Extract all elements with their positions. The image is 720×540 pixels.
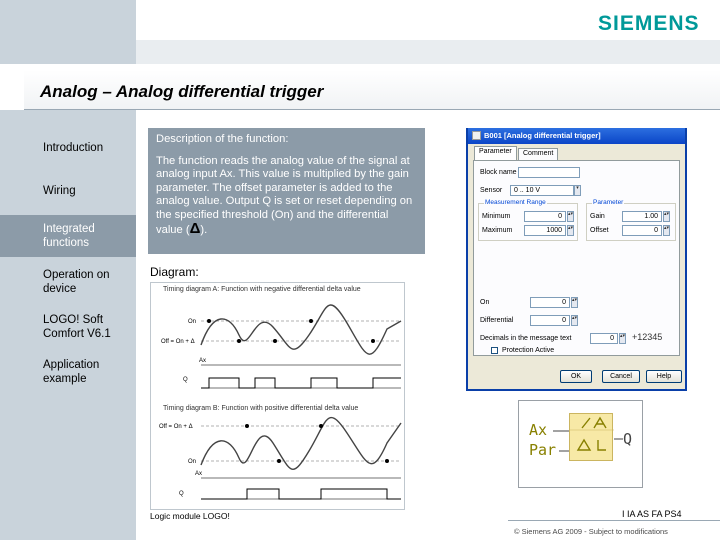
cancel-button[interactable]: Cancel	[602, 370, 640, 383]
differential-input[interactable]: 0	[530, 315, 570, 326]
description-heading: Description of the function:	[156, 133, 289, 145]
dialog-app-icon	[472, 131, 481, 140]
description-body: The function reads the analog value of the signal at analog input Ax. This value is multiplied by the gain parameter. The offset parameter is added to the analog value. Output Q is set or reset depending on the specified threshold (On) and the differential value (	[156, 154, 413, 236]
a-label-off: Off = On + Δ	[161, 339, 195, 345]
nav-item-logo-soft[interactable]: LOGO! Soft Comfort V6.1	[43, 314, 111, 340]
differential-label: Differential	[480, 317, 514, 324]
sensor-dropdown-arrow[interactable]: ▾	[574, 185, 581, 196]
footer-reference: I IA AS FA PS4	[622, 509, 682, 519]
on-label: On	[480, 299, 490, 306]
a-label-on: On	[188, 319, 197, 325]
tab-comment[interactable]: Comment	[518, 148, 558, 160]
gain-spinner[interactable]: ▴▾	[663, 211, 670, 222]
a-marker	[207, 319, 211, 323]
a-marker	[371, 339, 375, 343]
parameter-dialog	[466, 128, 687, 391]
timing-a-caption: Timing diagram A: Function with negative differential delta value	[163, 286, 361, 293]
b-marker	[319, 424, 323, 428]
page-title: Analog – Analog differential trigger	[40, 82, 324, 101]
b-label-on: On	[188, 459, 197, 465]
b-label-off: Off = On + Δ	[159, 424, 193, 430]
nav-item-application-example[interactable]: Application example	[43, 359, 100, 385]
maximum-spinner[interactable]: ▴▾	[567, 225, 574, 236]
dialog-title: B001 [Analog differential trigger]	[484, 131, 601, 140]
header-left-band	[0, 0, 136, 64]
b-marker	[245, 424, 249, 428]
b-signal	[201, 418, 401, 470]
decimals-spinner[interactable]: ▴▾	[619, 333, 626, 344]
differential-spinner[interactable]: ▴▾	[571, 315, 578, 326]
minimum-input[interactable]: 0	[524, 211, 566, 222]
a-q-signal	[201, 378, 401, 388]
trigger-icon	[570, 414, 614, 462]
protection-label: Protection Active	[502, 347, 555, 354]
figure-caption: Logic module LOGO!	[150, 511, 230, 521]
parameter-caption: Parameter	[593, 199, 624, 206]
offset-label: Offset	[590, 227, 609, 234]
trigger-block-icon	[569, 413, 613, 461]
delta-icon: Δ	[189, 220, 201, 237]
help-button[interactable]: Help	[646, 370, 682, 383]
description-text	[156, 155, 417, 238]
a-signal	[201, 305, 401, 354]
nav-item-introduction[interactable]: Introduction	[43, 142, 104, 154]
input-ax-label: Ax	[529, 421, 548, 439]
maximum-label: Maximum	[482, 227, 513, 234]
protection-checkbox[interactable]	[491, 347, 498, 354]
decimals-label: Decimals in the message text	[480, 335, 572, 342]
decimals-preview: +12345	[632, 332, 663, 342]
on-input[interactable]: 0	[530, 297, 570, 308]
timing-a	[161, 305, 401, 388]
measurement-range-caption: Measurement Range	[485, 199, 546, 206]
description-end: ).	[200, 224, 208, 236]
ok-button[interactable]: OK	[560, 370, 592, 383]
timing-b-caption: Timing diagram B: Function with positive differential delta value	[163, 405, 359, 412]
siemens-logo: SIEMENS	[598, 12, 700, 35]
nav-item-operation[interactable]: Operation on device	[43, 269, 110, 295]
block-name-input[interactable]	[518, 167, 580, 178]
footer-divider	[508, 520, 720, 521]
minimum-label: Minimum	[482, 213, 511, 220]
gain-input[interactable]: 1.00	[622, 211, 662, 222]
copyright-text: © Siemens AG 2009 - Subject to modifications	[514, 527, 668, 536]
sensor-label: Sensor	[480, 187, 503, 194]
output-q-label: Q	[623, 430, 633, 448]
a-marker	[309, 319, 313, 323]
input-par-label: Par	[529, 441, 557, 459]
timing-svg	[151, 283, 406, 511]
on-spinner[interactable]: ▴▾	[571, 297, 578, 308]
a-marker	[273, 339, 277, 343]
b-q-signal	[201, 489, 401, 499]
a-label-q: Q	[183, 377, 188, 383]
b-marker	[385, 459, 389, 463]
block-name-label: Block name	[480, 169, 517, 176]
sensor-select[interactable]: 0 .. 10 V	[510, 185, 574, 196]
parameter-tab-panel	[473, 160, 680, 356]
description-box	[148, 128, 425, 254]
gain-label: Gain	[590, 213, 605, 220]
decimals-input[interactable]: 0	[590, 333, 618, 344]
b-label-ax: Ax	[195, 471, 203, 477]
diagram-label: Diagram:	[150, 265, 199, 279]
b-label-q: Q	[179, 491, 184, 497]
a-label-ax: Ax	[199, 358, 207, 364]
a-marker	[237, 339, 241, 343]
timing-diagrams	[150, 282, 405, 510]
nav-item-wiring[interactable]: Wiring	[43, 185, 76, 197]
nav-item-integrated-functions[interactable]	[0, 215, 136, 257]
maximum-input[interactable]: 1000	[524, 225, 566, 236]
offset-input[interactable]: 0	[622, 225, 662, 236]
logic-block-symbol	[518, 400, 643, 488]
timing-b	[159, 418, 401, 499]
b-marker	[277, 459, 281, 463]
dialog-titlebar[interactable]	[468, 128, 685, 144]
minimum-spinner[interactable]: ▴▾	[567, 211, 574, 222]
offset-spinner[interactable]: ▴▾	[663, 225, 670, 236]
header-stripe	[136, 40, 720, 64]
tab-parameter[interactable]: Parameter	[474, 146, 517, 160]
nav-item-label: Integrated functions	[43, 223, 95, 249]
